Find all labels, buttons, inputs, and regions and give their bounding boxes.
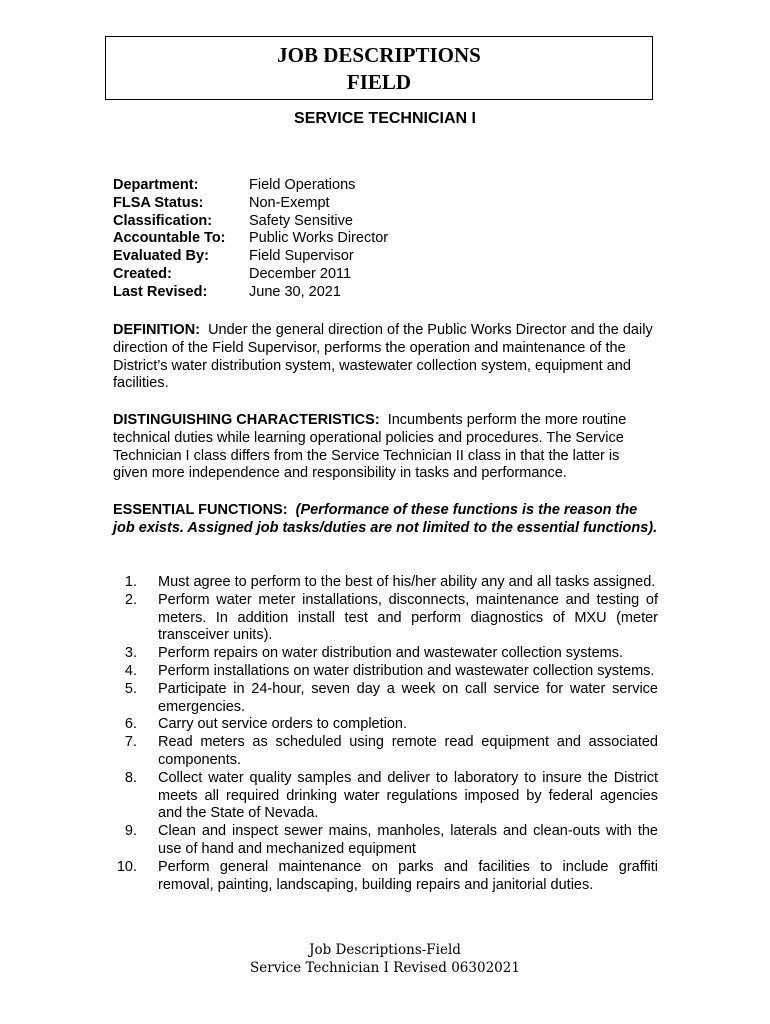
info-row-last-revised (113, 284, 388, 302)
list-item-text: Carry out service orders to completion. (158, 716, 408, 733)
list-item-number: 6. (124, 716, 137, 733)
list-item-number: 10. (116, 858, 137, 875)
list-item-text: Collect water quality samples and deliver to laboratory to insure the District meets all required drinking water regulations imposed by federal agencies and the State of Nevada. (158, 769, 658, 822)
list-item (113, 823, 658, 859)
list-item-number: 7. (124, 734, 137, 751)
list-item (113, 681, 658, 717)
info-row-created (113, 266, 388, 284)
info-value: Field Operations (249, 177, 356, 193)
info-row-department (113, 177, 388, 195)
list-item-text: Perform general maintenance on parks and facilities to include graffiti removal, painting, landscaping, building repairs and janitorial duties. (158, 858, 658, 893)
essential-functions-note: (Performance of these functions is the reason the job exists. Assigned job tasks/duties are not limited to the essential functions). (113, 502, 658, 536)
list-item-number: 3. (124, 645, 137, 662)
info-label: FLSA Status: (113, 194, 204, 211)
page-footer (0, 941, 770, 977)
document-title-box (105, 36, 653, 100)
info-value: Public Works Director (249, 230, 389, 247)
list-item-text: Clean and inspect sewer mains, manholes, laterals and clean-outs with the use of hand and mechanized equipment (158, 823, 658, 857)
list-item-text: Perform repairs on water distribution and wastewater collection systems. (158, 645, 623, 662)
info-row-evaluated-by (113, 248, 388, 266)
list-item (113, 645, 658, 663)
list-item-number: 8. (124, 769, 137, 786)
list-item (113, 716, 658, 734)
info-value: December 2011 (249, 265, 352, 282)
list-item (113, 770, 658, 823)
info-label: Accountable To: (113, 230, 226, 247)
list-item-number: 2. (124, 591, 137, 608)
distinguishing-heading: DISTINGUISHING CHARACTERISTICS: (113, 412, 380, 428)
info-value: Non-Exempt (249, 194, 330, 211)
footer-line2: Service Technician I Revised 06302021 (250, 960, 520, 976)
list-item (113, 734, 658, 770)
definition-heading: DEFINITION: (113, 322, 200, 338)
info-row-accountable-to (113, 230, 388, 248)
list-item-number: 4. (124, 662, 137, 679)
essential-functions-heading: ESSENTIAL FUNCTIONS: (113, 502, 288, 518)
distinguishing-characteristics-section (113, 412, 658, 483)
list-item-text: Must agree to perform to the best of his/her ability any and all tasks assigned. (158, 574, 656, 590)
info-label: Last Revised: (113, 283, 208, 300)
info-label: Department: (113, 177, 199, 193)
document-title-line2: FIELD (346, 70, 412, 94)
list-item (113, 663, 658, 681)
list-item-number: 5. (124, 680, 137, 697)
info-row-flsa-status (113, 195, 388, 213)
list-item (113, 574, 658, 592)
list-item (113, 859, 658, 895)
info-label: Evaluated By: (113, 248, 209, 265)
document-title-line1: JOB DESCRIPTIONS (277, 43, 481, 67)
list-item-text: Participate in 24-hour, seven day a week on call service for water service emergencies. (158, 680, 658, 715)
list-item (113, 592, 658, 645)
info-row-classification (113, 213, 388, 231)
info-label: Created: (113, 265, 172, 282)
footer-line1: Job Descriptions-Field (309, 942, 461, 958)
info-value: Field Supervisor (249, 248, 354, 265)
essential-functions-section (113, 502, 658, 538)
distinguishing-text: Incumbents perform the more routine technical duties while learning operational policies and procedures. The Service Technician I class differs from the Service Technician II class in that the latter is given more independence and responsibility in tasks and performance. (113, 412, 627, 482)
definition-text: Under the general direction of the Public Works Director and the daily direction of the Field Supervisor, performs the operation and maintenance of the District’s water distribution system, wastewater collection system, equipment and facilities. (113, 322, 653, 392)
job-title: SERVICE TECHNICIAN I (294, 110, 476, 127)
info-label: Classification: (113, 212, 213, 229)
info-value: Safety Sensitive (249, 212, 353, 229)
essential-functions-list (113, 574, 658, 894)
info-value: June 30, 2021 (249, 283, 341, 300)
list-item-text: Perform water meter installations, disconnects, maintenance and testing of meters. In addition install test and perform diagnostics of MXU (meter transceiver units). (158, 591, 658, 644)
list-item-number: 9. (124, 823, 137, 840)
definition-section (113, 322, 658, 393)
list-item-text: Read meters as scheduled using remote read equipment and associated components. (158, 734, 658, 768)
list-item-number: 1. (124, 574, 137, 590)
job-info-table (113, 177, 388, 302)
list-item-text: Perform installations on water distribution and wastewater collection systems. (158, 662, 655, 679)
